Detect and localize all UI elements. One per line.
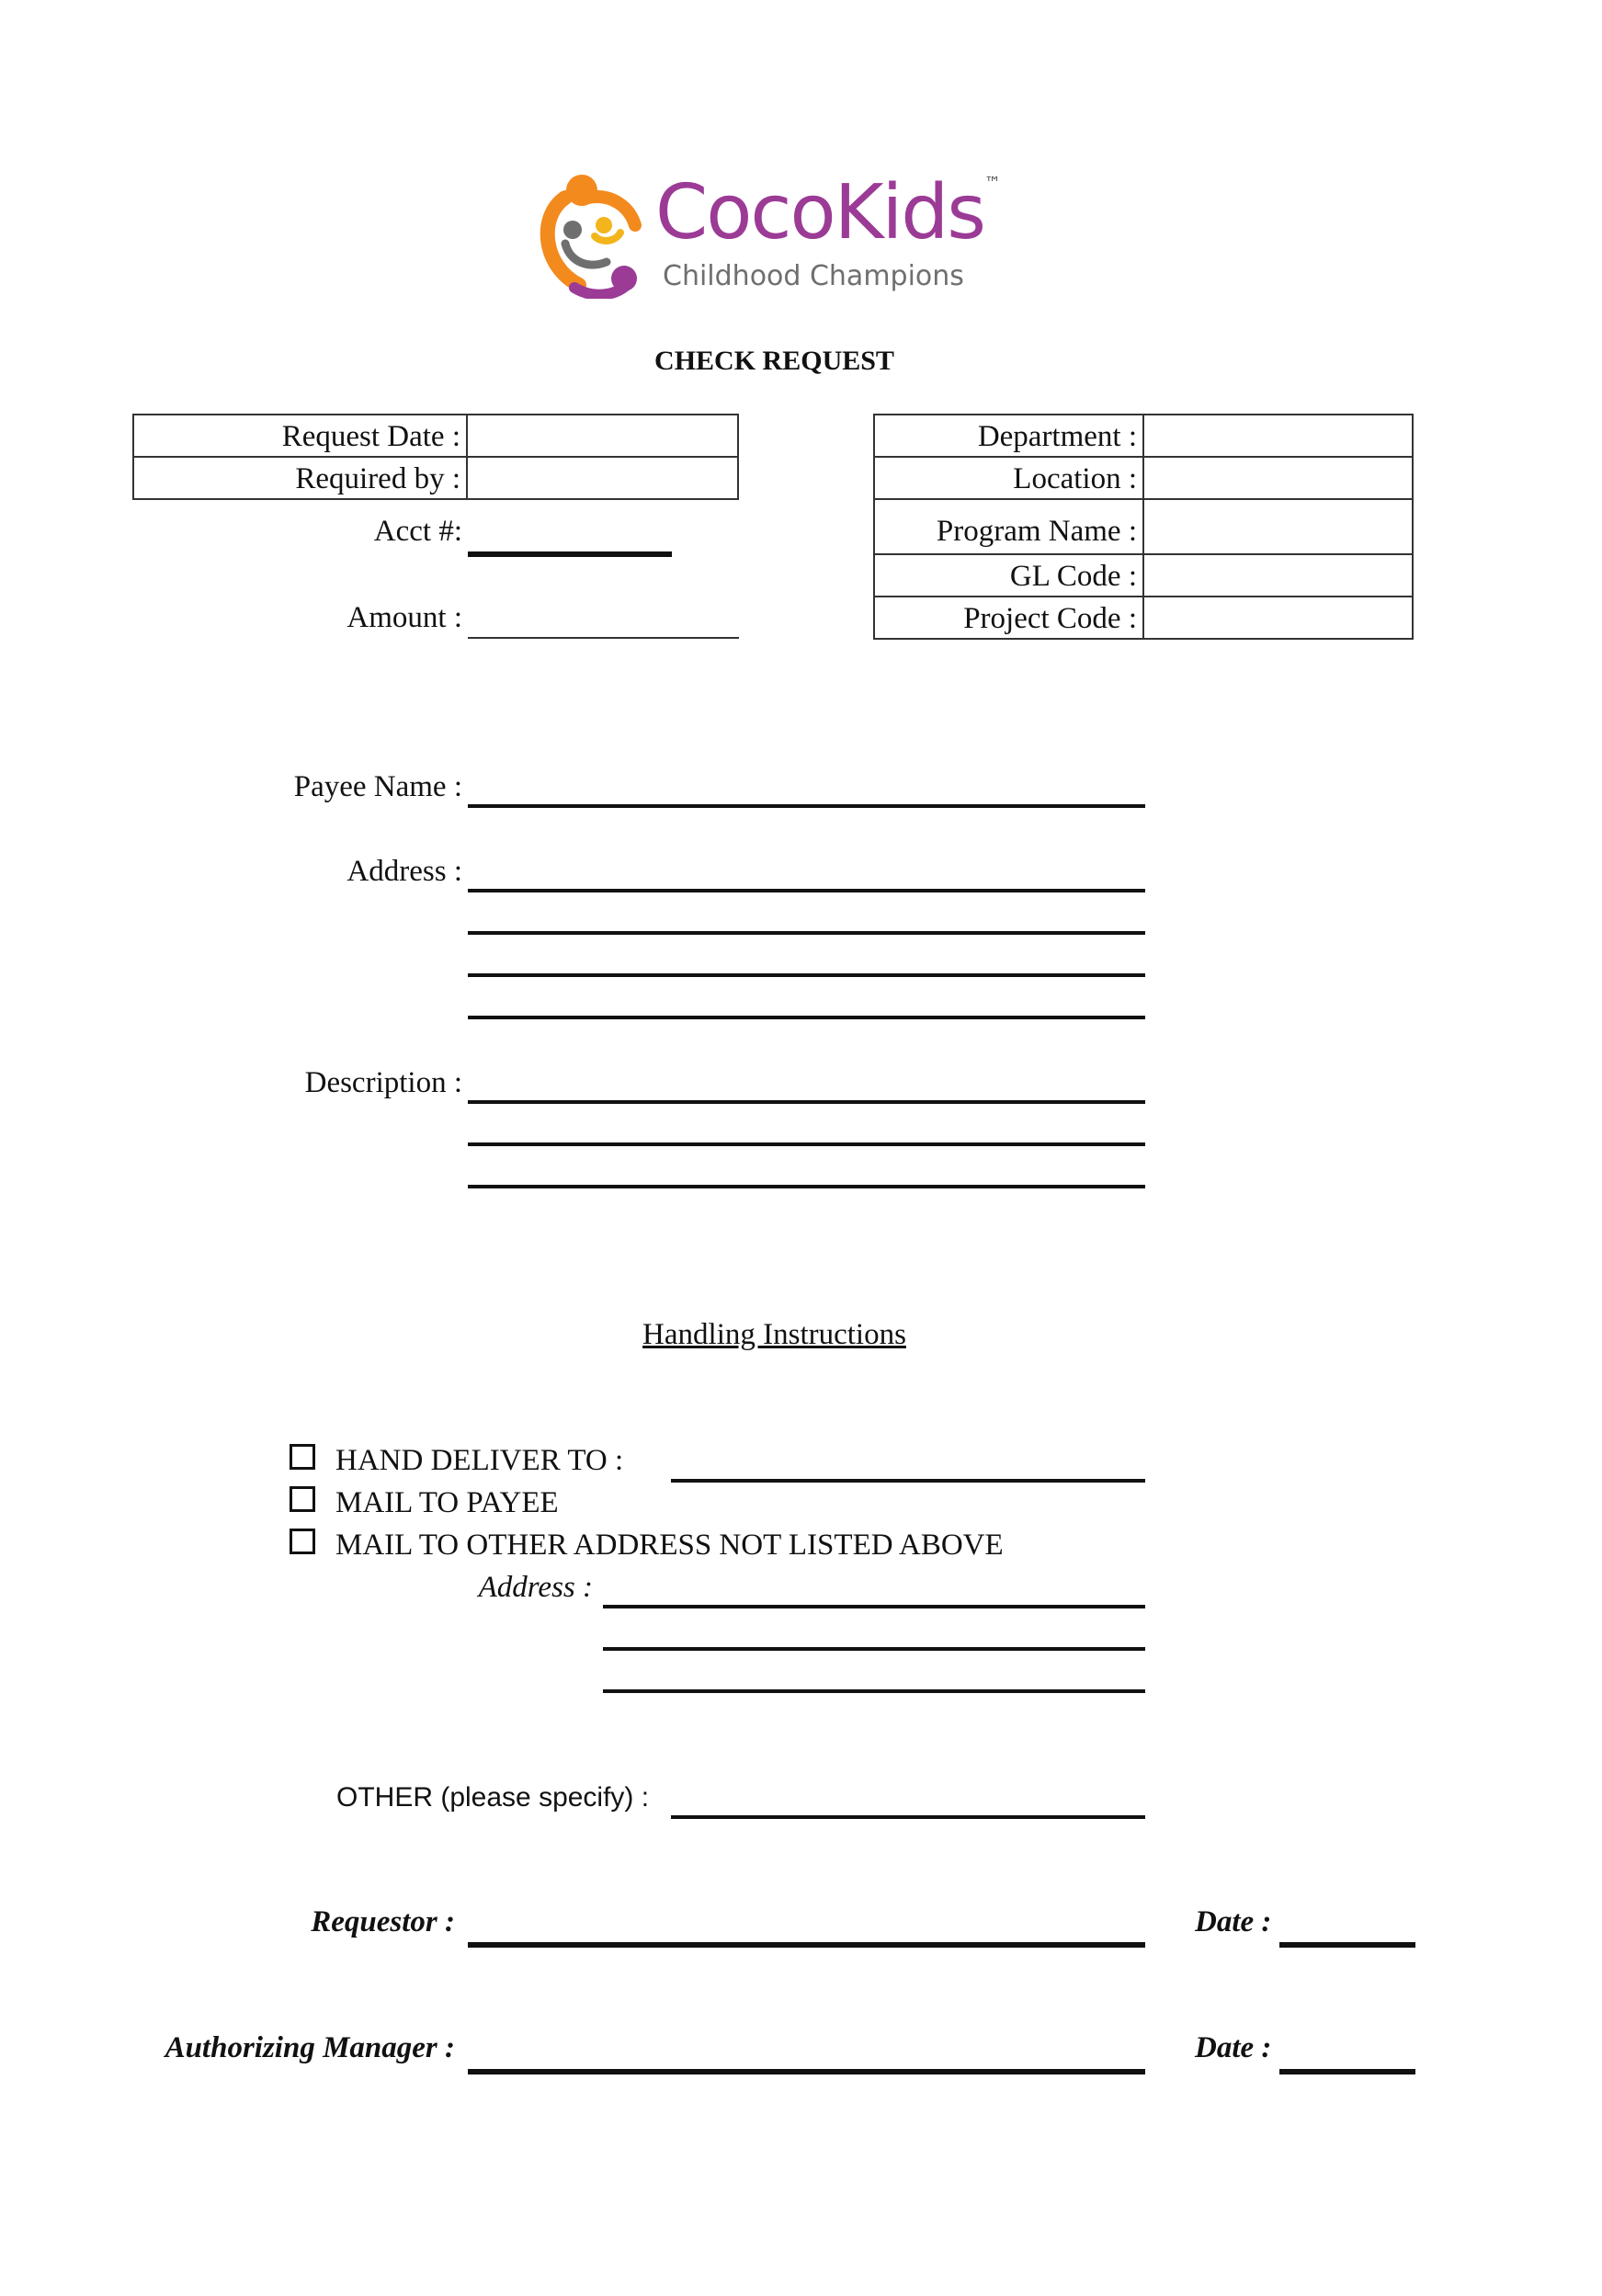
requestor-label: Requestor : xyxy=(311,1905,455,1938)
required-by-label: Required by : xyxy=(295,462,460,495)
address-line-2[interactable] xyxy=(468,931,1145,935)
other-specify-line[interactable] xyxy=(671,1815,1145,1819)
logo-trademark: ™ xyxy=(984,174,1002,193)
description-label: Description : xyxy=(304,1066,462,1099)
address-line-3[interactable] xyxy=(468,973,1145,977)
other-address-line-3[interactable] xyxy=(603,1689,1145,1693)
authorizing-manager-label: Authorizing Manager : xyxy=(165,2031,455,2064)
authorizing-date-line[interactable] xyxy=(1279,2069,1415,2074)
authorizing-signature-line[interactable] xyxy=(468,2069,1145,2074)
payee-name-label: Payee Name : xyxy=(293,770,462,803)
gl-code-field[interactable] xyxy=(1142,553,1414,597)
requestor-date-line[interactable] xyxy=(1279,1942,1415,1948)
logo xyxy=(538,170,1016,299)
payee-name-line[interactable] xyxy=(468,804,1145,808)
location-field[interactable] xyxy=(1142,456,1414,500)
hand-deliver-label: HAND DELIVER TO : xyxy=(335,1444,624,1477)
other-address-label: Address : xyxy=(478,1571,593,1604)
requestor-signature-line[interactable] xyxy=(468,1942,1145,1948)
address-line-1[interactable] xyxy=(468,889,1145,892)
logo-orange-arc-top xyxy=(588,197,635,225)
amount-field-line[interactable] xyxy=(468,637,739,639)
other-address-line-2[interactable] xyxy=(603,1647,1145,1651)
project-code-label-cell xyxy=(873,596,1144,640)
required-by-label-cell xyxy=(132,456,468,500)
other-address-line-1[interactable] xyxy=(603,1605,1145,1608)
requestor-date-label: Date : xyxy=(1195,1905,1272,1938)
logo-name-coco: Coco xyxy=(655,169,835,256)
request-date-label: Request Date : xyxy=(281,420,460,453)
program-name-label-cell xyxy=(873,498,1144,555)
page-title: CHECK REQUEST xyxy=(654,346,894,376)
cocokids-logo-icon xyxy=(538,170,657,299)
description-line-1[interactable] xyxy=(468,1100,1145,1104)
other-specify-label: OTHER (please specify) : xyxy=(336,1782,650,1813)
mail-other-checkbox[interactable] xyxy=(290,1529,315,1554)
acct-field-line[interactable] xyxy=(468,551,672,557)
mail-payee-checkbox[interactable] xyxy=(290,1486,315,1512)
location-label: Location : xyxy=(1013,462,1137,495)
department-label: Department : xyxy=(977,420,1137,453)
description-line-2[interactable] xyxy=(468,1142,1145,1146)
authorizing-date-label: Date : xyxy=(1195,2031,1272,2064)
logo-wordmark xyxy=(655,169,1002,256)
gl-code-label-cell xyxy=(873,553,1144,597)
hand-deliver-checkbox[interactable] xyxy=(290,1444,315,1470)
address-label: Address : xyxy=(347,855,462,888)
project-code-label: Project Code : xyxy=(963,602,1137,635)
mail-other-label: MAIL TO OTHER ADDRESS NOT LISTED ABOVE xyxy=(335,1529,1004,1562)
location-label-cell xyxy=(873,456,1144,500)
logo-tagline: Childhood Champions xyxy=(663,260,964,292)
acct-label: Acct #: xyxy=(373,515,462,548)
project-code-field[interactable] xyxy=(1142,596,1414,640)
address-line-4[interactable] xyxy=(468,1016,1145,1019)
required-by-field[interactable] xyxy=(466,456,739,500)
gl-code-label: GL Code : xyxy=(1009,560,1137,593)
logo-yellow-body xyxy=(595,233,620,241)
hand-deliver-line[interactable] xyxy=(671,1479,1145,1483)
department-field[interactable] xyxy=(1142,414,1414,458)
department-label-cell xyxy=(873,414,1144,458)
program-name-field[interactable] xyxy=(1142,498,1414,555)
logo-yellow-head xyxy=(596,217,612,233)
description-line-3[interactable] xyxy=(468,1185,1145,1188)
program-name-label: Program Name : xyxy=(936,515,1137,548)
logo-name-kids: Kids xyxy=(834,169,985,256)
amount-label: Amount : xyxy=(347,601,462,634)
logo-gray-head xyxy=(563,221,582,239)
logo-gray-body xyxy=(565,244,607,265)
request-date-label-cell xyxy=(132,414,468,458)
mail-payee-label: MAIL TO PAYEE xyxy=(335,1486,559,1519)
request-date-field[interactable] xyxy=(466,414,739,458)
handling-instructions-title: Handling Instructions xyxy=(642,1318,906,1351)
